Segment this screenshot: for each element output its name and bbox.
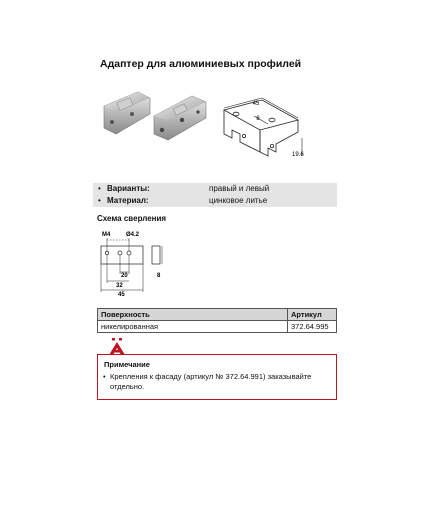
- thread-label: M4: [102, 232, 111, 238]
- properties-band: [93, 183, 337, 207]
- dim-8-label: 8: [157, 273, 161, 279]
- note-box: [97, 354, 337, 400]
- adapter-left-photo: [104, 92, 150, 134]
- property-label: Варианты:: [107, 184, 150, 193]
- drilling-title: Схема сверления: [97, 214, 167, 223]
- property-label: Материал:: [107, 196, 149, 205]
- dim-height-label: 19.6: [292, 152, 304, 158]
- column-header-article: Артикул: [288, 309, 337, 321]
- table-header-row: [98, 309, 337, 321]
- table-row: [98, 321, 337, 333]
- property-row: [93, 195, 337, 207]
- dim-32-label: 32: [116, 283, 123, 289]
- note-title: Примечание: [104, 360, 150, 369]
- page-title: Адаптер для алюминиевых профилей: [100, 58, 302, 70]
- adapter-right-photo: [154, 96, 206, 140]
- diameter-label: Ø4.2: [126, 232, 140, 238]
- drilling-diagram: [96, 226, 172, 298]
- dim-20-label: 20: [121, 273, 128, 279]
- cell-article: 372.64.995: [288, 321, 337, 333]
- product-photo: [98, 84, 210, 146]
- article-table: [97, 308, 337, 333]
- property-row: [93, 183, 337, 195]
- property-value: правый и левый: [209, 184, 270, 193]
- bullet-icon: •: [98, 196, 101, 205]
- bullet-icon: •: [103, 372, 106, 381]
- bullet-icon: •: [98, 184, 101, 193]
- dim-length-label: 45: [252, 101, 260, 107]
- adapter-dimension-drawing: [212, 96, 312, 172]
- property-value: цинковое литье: [209, 196, 268, 205]
- note-text: Крепления к фасаду (артикул № 372.64.991) заказывайте отдельно.: [110, 372, 312, 391]
- cell-surface: никелированная: [98, 321, 288, 333]
- column-header-surface: Поверхность: [98, 309, 288, 321]
- dim-45-label: 45: [118, 292, 125, 298]
- dim-hole-label: 8: [256, 116, 260, 122]
